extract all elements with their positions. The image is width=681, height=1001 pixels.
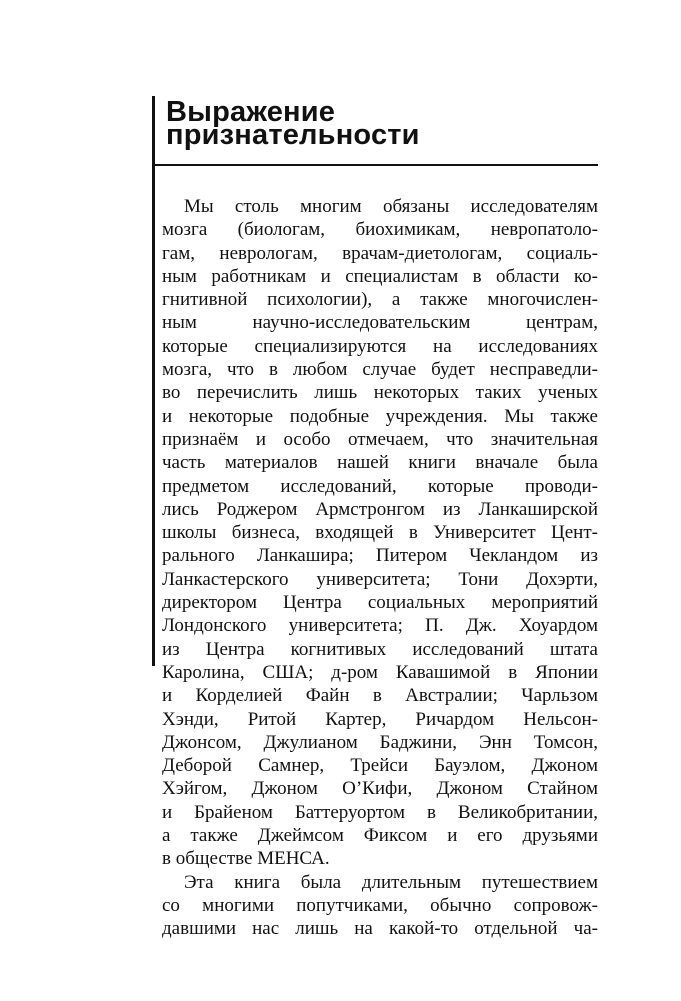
text-line: директором Центра социальных мероприятий (162, 592, 598, 614)
text-line: гам, неврологам, врачам-диетологам, социаль- (162, 242, 598, 264)
text-line: и Брайеном Баттеруортом в Великобритании, (162, 801, 598, 823)
text-line: Ланкастерского университета; Тони Дохэрти, (162, 568, 598, 590)
chapter-title-line: Выражение (166, 96, 336, 128)
paragraph-2 (162, 871, 598, 941)
text-line: со многими попутчиками, обычно сопровож- (162, 894, 598, 916)
chapter-title (166, 96, 596, 152)
text-line: Лондонского университета; П. Дж. Хоуардом (162, 615, 598, 637)
text-line: Мы столь многим обязаны исследователям (184, 196, 598, 217)
text-line: давшими нас лишь на какой-то отдельной ча- (162, 918, 598, 940)
text-line: Хэйгом, Джоном О’Кифи, Джоном Стайном (162, 778, 598, 800)
vertical-rule (152, 96, 155, 666)
text-line: в обществе МЕНСА. (162, 848, 330, 870)
text-line: школы бизнеса, входящей в Университет Цент- (162, 522, 598, 544)
text-line: ным научно-исследовательским центрам, (162, 312, 598, 334)
text-line: мозга (биологам, биохимикам, невропатоло- (162, 219, 598, 241)
text-line: Деборой Самнер, Трейси Бауэлом, Джоном (162, 755, 598, 777)
text-line: признаём и особо отмечаем, что значительная (162, 428, 598, 450)
text-line: и некоторые подобные учреждения. Мы также (162, 405, 598, 427)
paragraph-1 (162, 195, 598, 871)
text-line: а также Джеймсом Фиксом и его друзьями (162, 825, 598, 847)
text-line: Хэнди, Ритой Картер, Ричардом Нельсон- (162, 708, 598, 730)
text-line: лись Роджером Армстронгом из Ланкаширской (162, 498, 598, 520)
body-text (162, 195, 598, 941)
text-line: гнитивной психологии), а также многочислен- (162, 289, 598, 311)
text-line: Каролина, США; д-ром Кавашимой в Японии (162, 661, 598, 683)
text-line: и Корделией Файн в Австралии; Чарльзом (162, 685, 598, 707)
text-line: во перечислить лишь некоторых таких ученых (162, 382, 598, 404)
text-line: рального Ланкашира; Питером Чекландом из (162, 545, 598, 567)
chapter-title-line: признательности (166, 119, 420, 152)
text-line: ным работникам и специалистам в области ко- (162, 265, 598, 287)
text-line: из Центра когнитивых исследований штата (162, 638, 598, 660)
text-line: Эта книга была длительным путешествием (184, 871, 598, 893)
text-line: мозга, что в любом случае будет несправедли- (162, 359, 598, 381)
horizontal-rule (152, 164, 598, 166)
text-line: часть материалов нашей книги вначале была (162, 452, 598, 474)
text-line: предметом исследований, которые проводи- (162, 475, 598, 497)
text-line: Джонсом, Джулианом Баджини, Энн Томсон, (162, 731, 598, 753)
text-line: которые специализируются на исследованиях (162, 335, 598, 357)
